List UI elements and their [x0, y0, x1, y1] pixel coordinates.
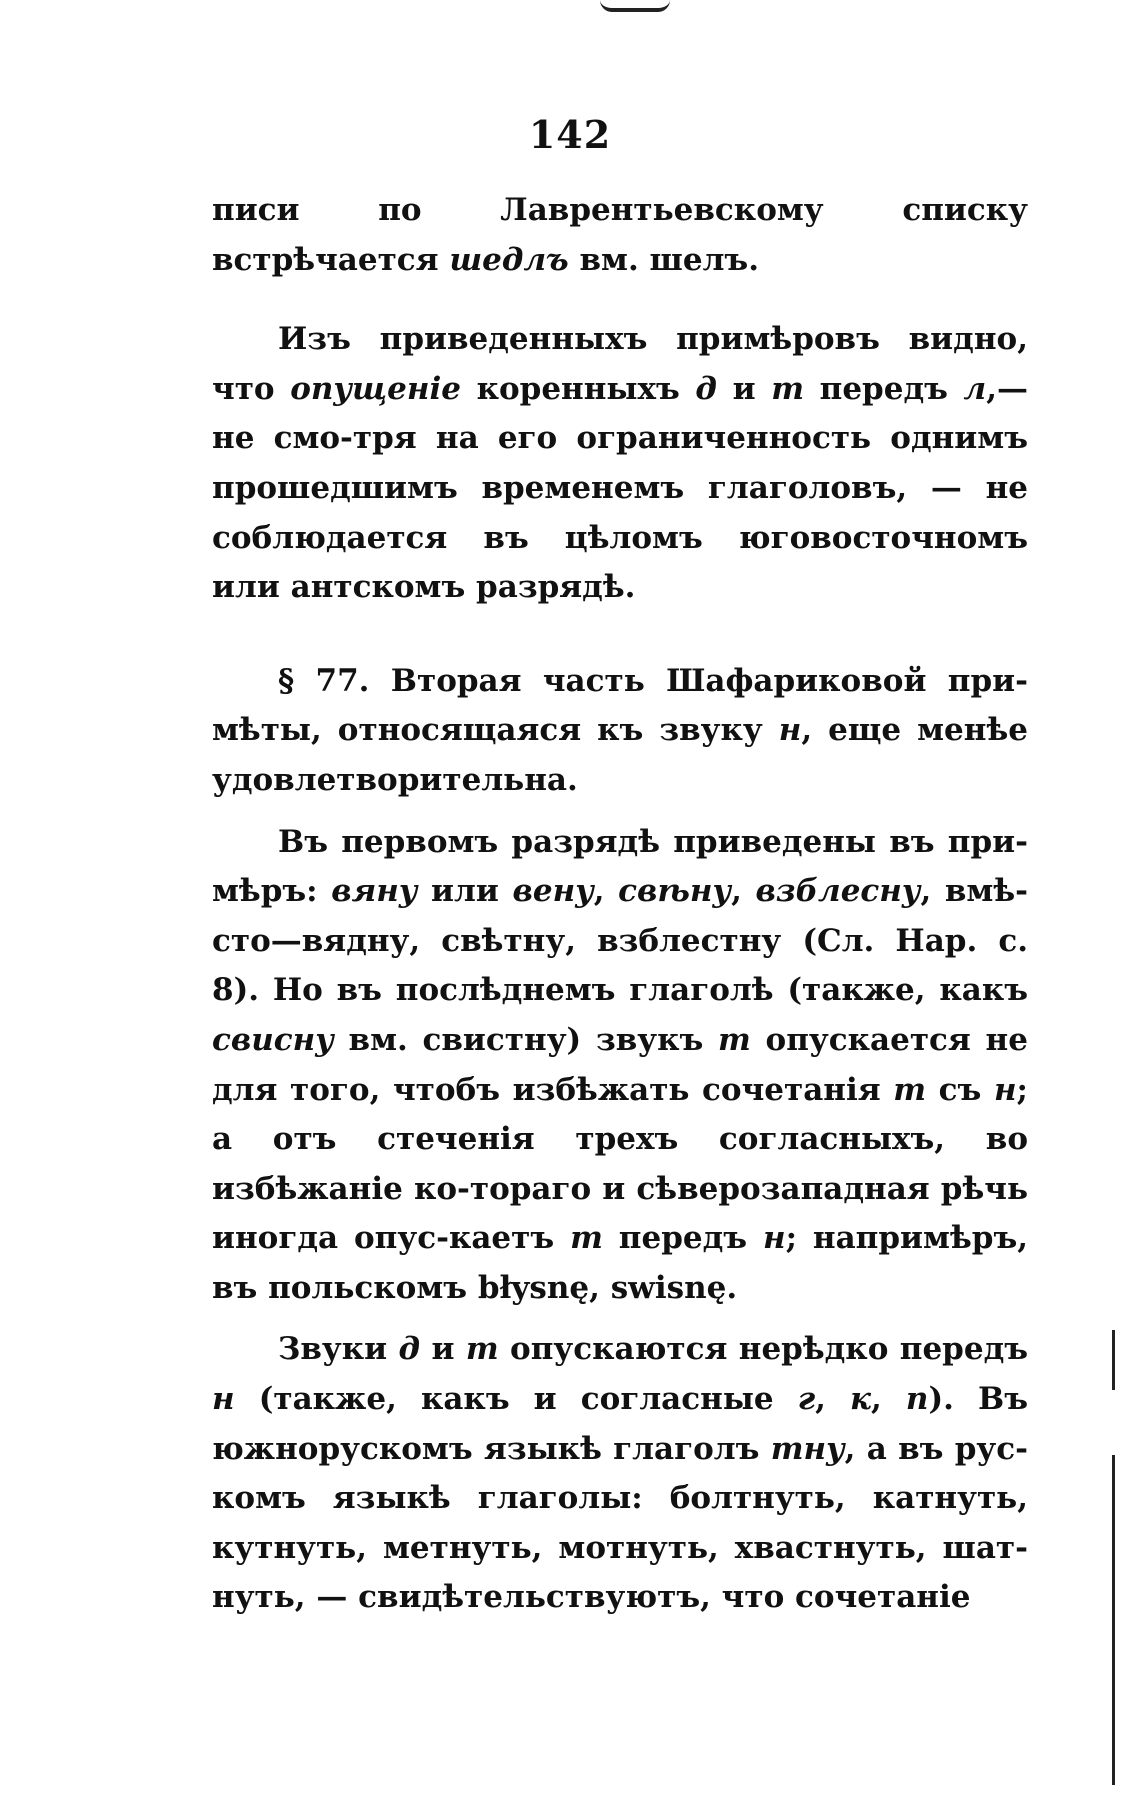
italic-word: свѣну [618, 873, 732, 910]
text-run: вм. шелъ. [568, 241, 760, 278]
text-run: , [593, 873, 619, 910]
text-run: коренныхъ [460, 370, 696, 407]
text-run: ). Въ южнорускомъ языкѣ глаголъ [212, 1381, 1028, 1467]
body-text [212, 186, 1028, 1623]
italic-word: опущеніе [290, 370, 461, 407]
italic-word: л [963, 370, 987, 407]
text-run: § 77. Вторая часть Шафариковой при-мѣты, относящаяся къ звуку [212, 662, 1028, 749]
text-run: передъ [804, 370, 964, 407]
text-run: опускается не для того, чтобъ избѣжать сочетанія [212, 1021, 1028, 1108]
italic-word: шедлъ [449, 241, 569, 278]
italic-word: т [465, 1331, 499, 1368]
italic-word: н [212, 1381, 235, 1418]
italic-word: тну [770, 1430, 845, 1467]
italic-word: д [398, 1331, 421, 1368]
text-run: съ [926, 1071, 994, 1108]
italic-word: вяну [331, 873, 418, 910]
italic-word: вену [512, 873, 594, 910]
text-run: Въ первомъ разрядѣ приведены въ при-мѣръ: [212, 823, 1028, 910]
text-run: , [815, 1381, 851, 1418]
italic-word: свисну [212, 1021, 334, 1058]
text-run: ,— не смо-тря на его ограниченность однимъ прошедшимъ временемъ глаголовъ, — не соблюдается въ цѣломъ юговосточномъ или антскомъ разрядѣ. [212, 370, 1029, 606]
italic-word: г [797, 1381, 816, 1418]
text-run: или [417, 873, 513, 910]
text-run: ; напримѣръ, въ польскомъ błysnę, swisnę. [212, 1220, 1029, 1306]
text-run: , а въ рус-комъ языкѣ глаголы: болтнуть, катнуть, кутнуть, метнуть, мотнуть, хвастнуть, шат-нуть, — свидѣтельствуютъ, что сочетаніе [212, 1430, 1028, 1616]
text-run: Звуки [278, 1331, 399, 1368]
paragraph [212, 315, 1028, 613]
italic-word: п [905, 1381, 929, 1418]
text-run: , [871, 1381, 906, 1418]
ornament-fragment [600, 0, 670, 12]
italic-word: н [993, 1071, 1017, 1108]
margin-rule [1112, 1455, 1115, 1785]
text-run: опускаются нерѣдко передъ [498, 1331, 1029, 1368]
page-number: 142 [528, 112, 612, 157]
text-run: передъ [602, 1220, 763, 1257]
text-run: , вмѣ-сто—вядну, свѣтну, взблестну (Сл. Нар. с. 8). Но въ послѣднемъ глаголѣ (также, какъ [212, 873, 1028, 1009]
italic-word: т [718, 1021, 751, 1058]
text-run: (также, какъ и согласные [234, 1381, 798, 1418]
italic-word: н [778, 712, 802, 749]
text-run: вм. свистну) звукъ [333, 1021, 719, 1058]
paragraph [212, 186, 1028, 285]
text-run: и [716, 370, 772, 407]
text-run: , [731, 873, 756, 910]
italic-word: к [850, 1381, 872, 1418]
text-run: писи по Лаврентьевскому списку встрѣчается [212, 192, 1028, 278]
italic-word: н [762, 1220, 786, 1257]
italic-word: взблесну [755, 873, 921, 910]
italic-word: д [695, 370, 717, 407]
margin-rule [1112, 1330, 1115, 1390]
text-run: Изъ приведенныхъ примѣровъ видно, что [212, 321, 1028, 407]
paragraph [212, 657, 1028, 806]
italic-word: т [570, 1220, 603, 1257]
italic-word: т [771, 370, 805, 407]
text-run: , еще менѣе удовлетворительна. [212, 712, 1028, 798]
italic-word: т [893, 1071, 927, 1108]
text-run: ; а отъ стеченія трехъ согласныхъ, во избѣжаніе ко-тораго и сѣверозападная рѣчь иногда опус-каетъ [212, 1071, 1028, 1257]
paragraph [212, 818, 1028, 1314]
paragraph [212, 1325, 1028, 1623]
text-run: и [420, 1331, 466, 1368]
